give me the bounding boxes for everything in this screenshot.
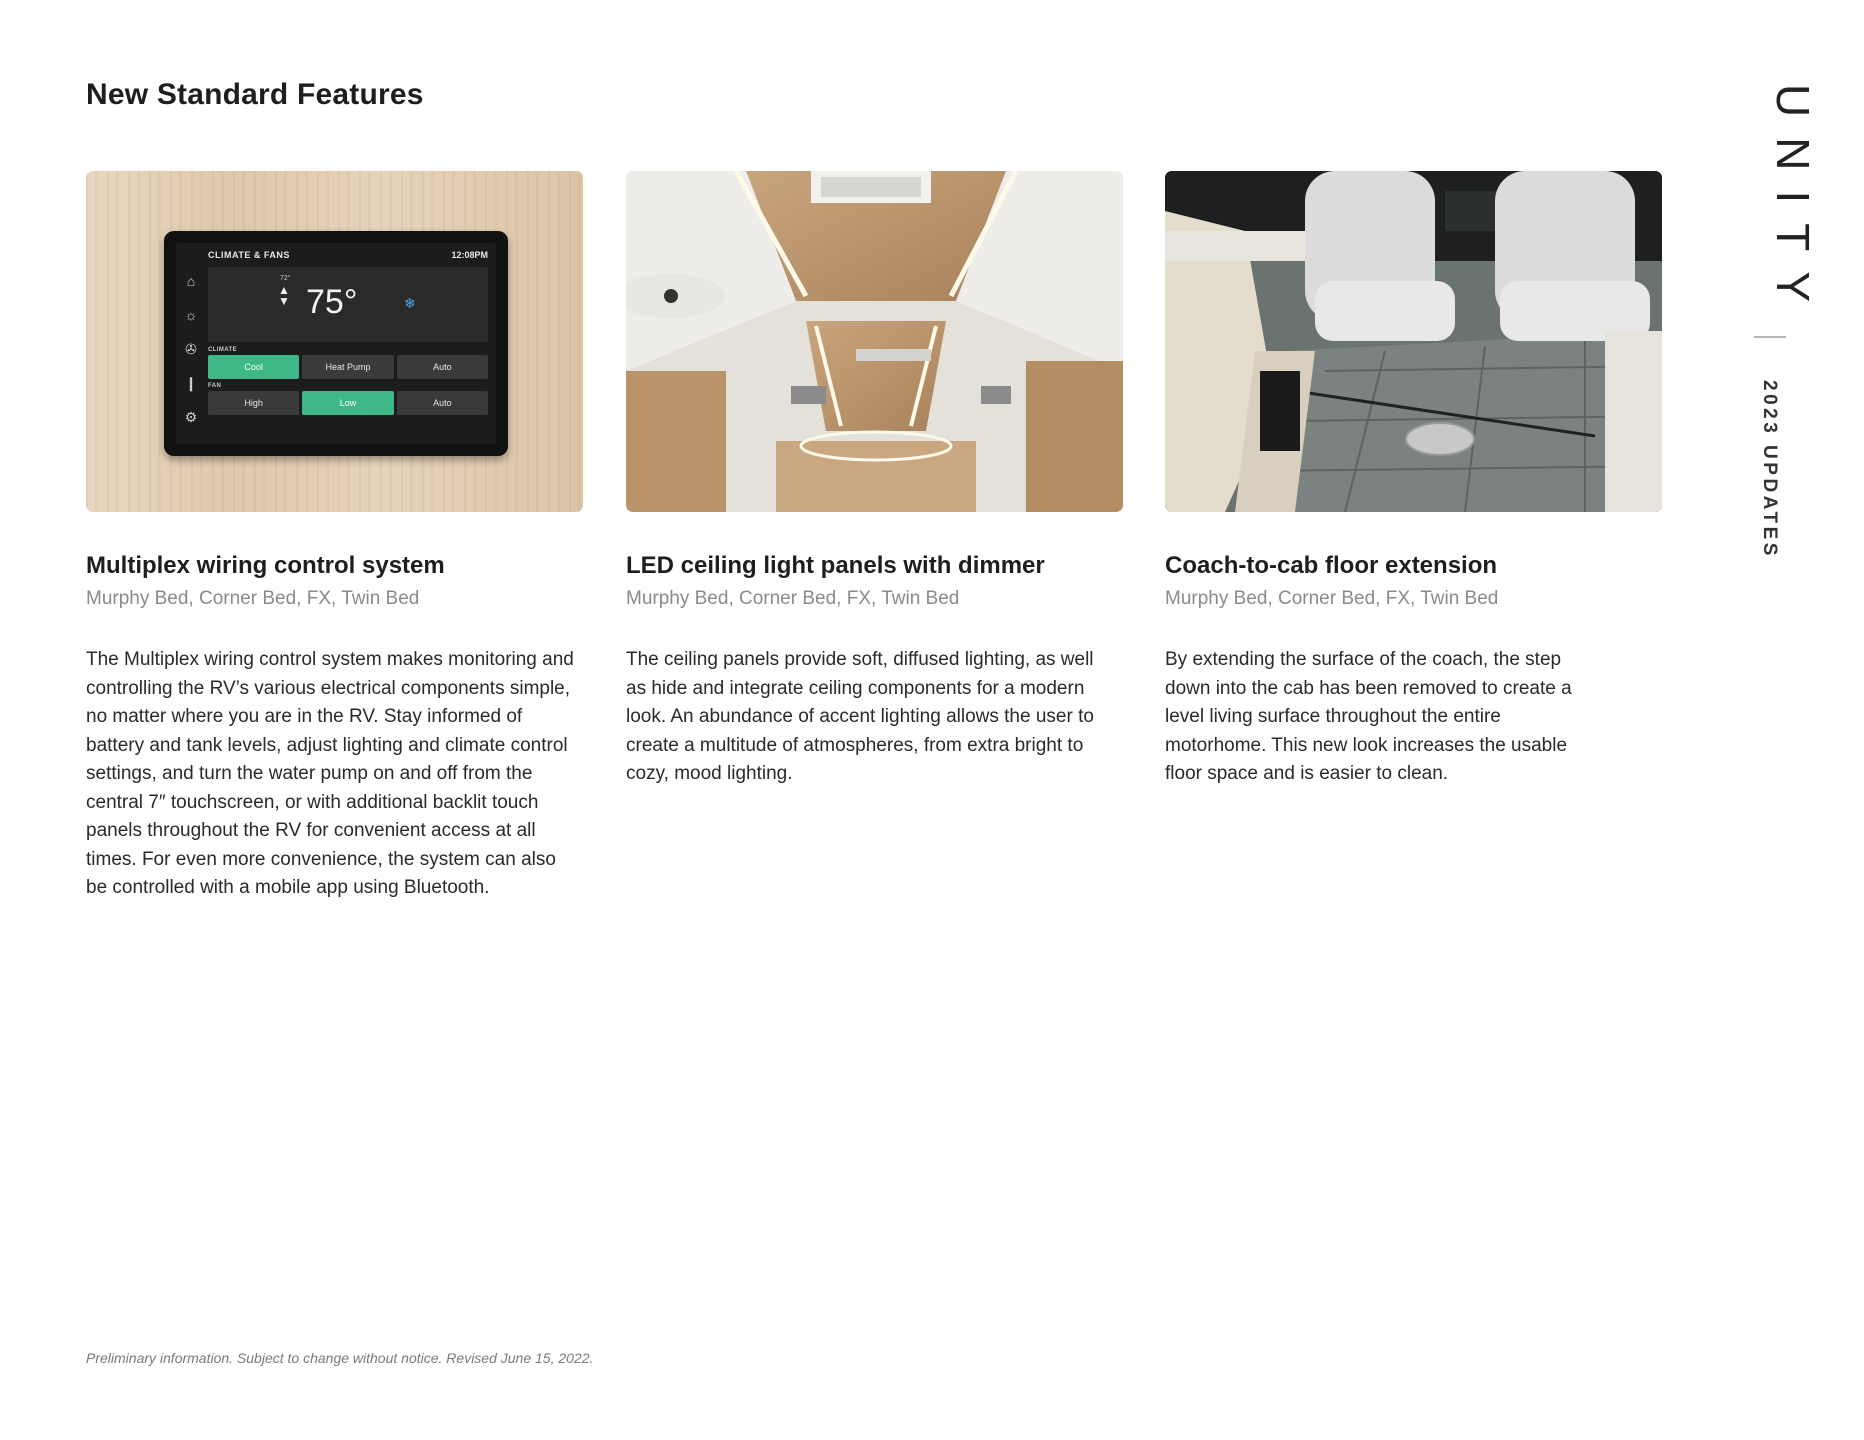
feature-card-multiplex <box>86 171 583 903</box>
touchscreen-photo <box>86 171 583 512</box>
climate-auto-button: Auto <box>397 355 488 379</box>
screen-time: 12:08PM <box>451 250 488 260</box>
home-icon: ⌂ <box>186 273 196 289</box>
page-title: New Standard Features <box>86 78 424 111</box>
feature-title: Multiplex wiring control system <box>86 552 445 579</box>
current-temperature: 75° <box>306 283 358 321</box>
fan-auto-button: Auto <box>397 391 488 415</box>
ceiling-photo <box>626 171 1123 512</box>
cab-floor-illustration <box>1165 171 1662 512</box>
feature-description: By extending the surface of the coach, the step down into the cab has been removed to create a level living surface throughout the entire motorhome. This new look increases the usable floor space and is easier to clean. <box>1165 649 1572 784</box>
footer-disclaimer: Preliminary information. Subject to change without notice. Revised June 15, 2022. <box>86 1350 594 1366</box>
touchscreen-display <box>176 243 496 444</box>
climate-cool-button: Cool <box>208 355 299 379</box>
feature-card-floor-extension <box>1165 171 1662 789</box>
climate-label: CLIMATE <box>208 347 238 353</box>
feature-models: Murphy Bed, Corner Bed, FX, Twin Bed <box>1165 588 1499 609</box>
climate-mode-row <box>208 355 488 379</box>
fan-low-button: Low <box>302 391 393 415</box>
fan-label: FAN <box>208 383 222 389</box>
fan-mode-row <box>208 391 488 415</box>
gear-icon: ⚙ <box>184 409 198 425</box>
screen-sidebar <box>182 273 200 443</box>
fan-high-button: High <box>208 391 299 415</box>
feature-models: Murphy Bed, Corner Bed, FX, Twin Bed <box>626 588 960 609</box>
touchscreen-device <box>164 231 508 456</box>
feature-models: Murphy Bed, Corner Bed, FX, Twin Bed <box>86 588 420 609</box>
setpoint-value: 72° <box>280 275 291 282</box>
feature-description: The Multiplex wiring control system makes monitoring and controlling the RV’s various electrical components simple, no matter where you are in the RV. Stay informed of battery and tank levels, adjust lighting and climate control settings, and turn the water pump on and off from the central 7″ touchscreen, or with additional backlit touch panels throughout the RV for convenient access at all times. For even more convenience, the system can also be controlled with a mobile app using Bluetooth. <box>86 649 574 898</box>
feature-title: LED ceiling light panels with dimmer <box>626 552 1045 579</box>
fan-icon: ✇ <box>185 341 197 357</box>
ceiling-illustration <box>626 171 1123 512</box>
feature-title: Coach-to-cab floor extension <box>1165 552 1498 579</box>
brand-subtitle: 2023 UPDATES <box>1759 380 1780 559</box>
cab-floor-photo <box>1165 171 1662 512</box>
brand-wordmark: UNITY <box>1767 84 1819 322</box>
thermometer-icon: ❙ <box>185 375 197 391</box>
climate-heatpump-button: Heat Pump <box>302 355 393 379</box>
feature-card-led-ceiling <box>626 171 1123 789</box>
snowflake-icon: ❄ <box>404 295 416 311</box>
screen-header: CLIMATE & FANS <box>208 250 290 260</box>
feature-description: The ceiling panels provide soft, diffused lighting, as well as hide and integrate ceiling components for a modern look. An abundance of accent lighting allows the user to create a multitude of atmospheres, from extra bright to cozy, mood lighting. <box>626 649 1094 784</box>
temperature-panel <box>208 267 488 342</box>
bulb-icon: ☼ <box>184 307 198 323</box>
brand-divider <box>1754 336 1786 338</box>
temp-arrows-icon: ▲ ▼ <box>278 283 290 308</box>
